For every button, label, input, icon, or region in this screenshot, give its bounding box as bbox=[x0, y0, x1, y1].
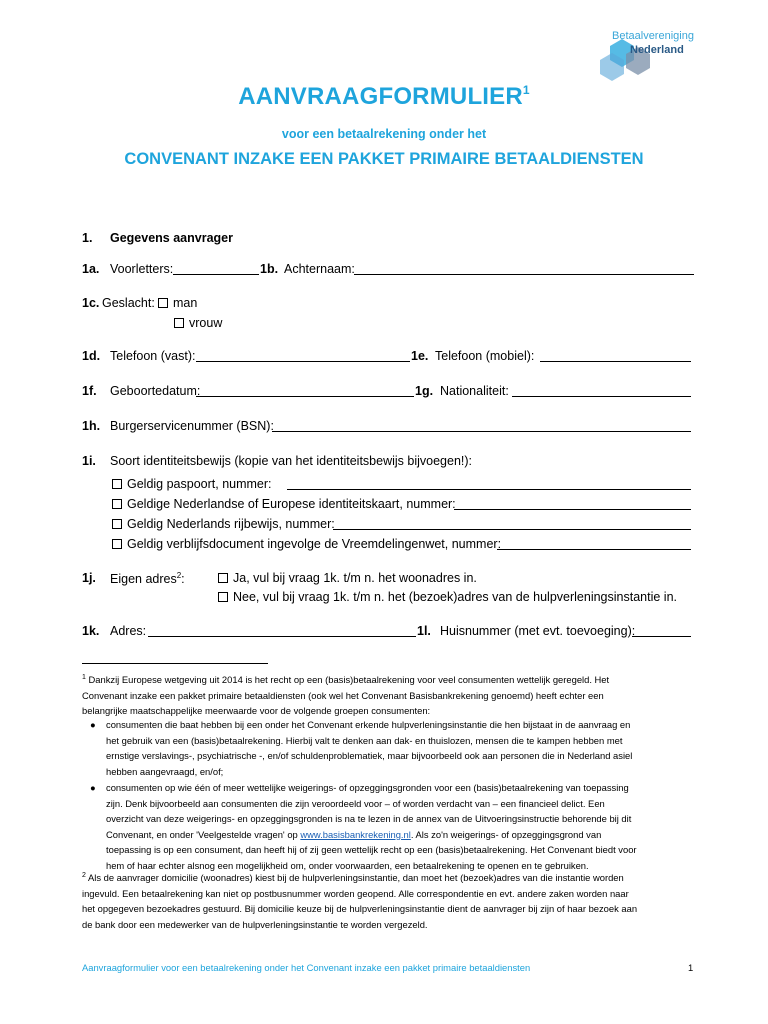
bullet-line: consumenten op wie één of meer wettelijke weigerings- of opzeggingsgronden voor een (basis)betaalrekening van toepassing bbox=[106, 782, 629, 793]
field-code-1g: 1g. bbox=[415, 384, 434, 398]
field-code-1a: 1a. bbox=[82, 262, 100, 276]
title-footnote-ref: 1 bbox=[522, 83, 530, 97]
housenumber-label: Huisnummer (met evt. toevoeging): bbox=[440, 624, 636, 638]
logo-line1: Betaalvereniging bbox=[612, 30, 694, 42]
id-type-label: Soort identiteitsbewijs (kopie van het identiteitsbewijs bijvoegen!): bbox=[110, 454, 472, 468]
field-code-1b: 1b. bbox=[260, 262, 279, 276]
footnote-2-mark: 2 bbox=[82, 872, 86, 879]
section-title: Gegevens aanvrager bbox=[110, 231, 233, 245]
checkbox-icon[interactable] bbox=[112, 519, 122, 529]
field-code-1e: 1e. bbox=[411, 349, 429, 363]
footnote-2-line: $^2$ Als de aanvrager domicilie (woonadres) kiest bij de hulpverleningsinstantie, dan moet het (bezoek)adres van die instantie worden bbox=[82, 872, 624, 884]
bullet-line: hebben aangevraagd, en/of; bbox=[106, 765, 224, 777]
id-option-license[interactable]: Geldig Nederlands rijbewijs, nummer: bbox=[112, 517, 335, 531]
field-code-1k: 1k. bbox=[82, 624, 100, 638]
gender-label: Geslacht: bbox=[102, 296, 155, 310]
checkbox-icon[interactable] bbox=[158, 298, 168, 308]
footnote-2 bbox=[82, 868, 702, 932]
footnote-1-line: $^1$ Dankzij Europese wetgeving uit 2014 is het recht op een (basis)betaalrekening voor veel consumenten wettelijk geregeld. Het bbox=[82, 674, 610, 686]
page-subtitle: voor een betaalrekening onder het bbox=[281, 127, 487, 141]
field-code-1d: 1d. bbox=[82, 349, 101, 363]
footnote-2-line: het opgegeven bezoekadres gestuurd. Bij domicilie keuze bij de hulpverleningsinstantie dient de aanvrager bij zijn of haar bezoek aan bbox=[82, 903, 638, 915]
bullet-line: ernstige verslavings-, psychiatrische -, en/of schuldenproblematiek, maar bijvoorbeeld ook aan personen die in Nederland asiel bbox=[106, 750, 633, 761]
convenant-heading: CONVENANT INZAKE EEN PAKKET PRIMAIRE BETAALDIENSTEN bbox=[124, 150, 644, 168]
field-code-1h: 1h. bbox=[82, 419, 101, 433]
footnote-2-line: ingevuld. Een betaalrekening kan niet op postbusnummer worden geopend. Alle correspondentie en evt. andere zaken worden naar bbox=[82, 887, 629, 899]
own-address-yes[interactable]: Ja, vul bij vraag 1k. t/m n. het woonadres in. bbox=[218, 571, 477, 585]
phone-mobile-input-line[interactable] bbox=[540, 361, 691, 362]
surname-input-line[interactable] bbox=[354, 274, 694, 275]
address-input-line[interactable] bbox=[148, 636, 416, 637]
page-title: AANVRAAGFORMULIER$^1$ bbox=[238, 83, 530, 110]
footnote-1-bullet-1 bbox=[90, 717, 700, 779]
phone-landline-input-line[interactable] bbox=[196, 361, 410, 362]
phone-mobile-label: Telefoon (mobiel): bbox=[435, 349, 535, 363]
id-option-residence[interactable]: Geldig verblijfsdocument ingevolge de Vreemdelingenwet, nummer: bbox=[112, 537, 501, 551]
nationality-label: Nationaliteit: bbox=[440, 384, 509, 398]
footnote-separator bbox=[82, 663, 268, 664]
basisbankrekening-link[interactable]: www.basisbankrekening.nl bbox=[300, 828, 411, 840]
birthdate-label: Geboortedatum: bbox=[110, 384, 201, 398]
bullet-icon: ● bbox=[90, 782, 96, 793]
field-code-1c: 1c. bbox=[82, 296, 100, 310]
address-label: Adres: bbox=[110, 624, 147, 638]
bullet-line: consumenten die baat hebben bij een onder het Convenant erkende hulpverleningsinstantie die hen bijstaat in de aanvraag en bbox=[106, 719, 631, 730]
phone-landline-label: Telefoon (vast): bbox=[110, 349, 196, 363]
checkbox-icon[interactable] bbox=[174, 318, 184, 328]
checkbox-icon[interactable] bbox=[112, 499, 122, 509]
field-code-1j: 1j. bbox=[82, 571, 96, 585]
own-address-label: Eigen adres$^2$: bbox=[110, 571, 185, 587]
bullet-line: overzicht van deze weigerings- en opzeggingsgronden is na te lezen in de annex van de Uitvoeringsinstructie behorende bij dit bbox=[106, 813, 632, 824]
residence-number-line[interactable] bbox=[497, 549, 691, 550]
footnote-1-line: belangrijke maatschappelijke meerwaarde voor de volgende groepen consumenten: bbox=[82, 705, 431, 717]
nationality-input-line[interactable] bbox=[512, 396, 691, 397]
gender-option-vrouw[interactable]: vrouw bbox=[174, 316, 222, 330]
own-address-footnote-ref: 2 bbox=[176, 571, 182, 580]
bullet-line: toepassing is op een consument, dan heeft hij of zij geen wettelijk recht op een (basis)betaalrekening. Het Convenant biedt voor bbox=[106, 844, 637, 855]
footnote-1-mark: 1 bbox=[82, 674, 86, 681]
gender-option-man[interactable]: man bbox=[158, 296, 197, 310]
surname-label: Achternaam: bbox=[284, 262, 355, 276]
footnote-1 bbox=[82, 670, 702, 719]
bullet-line: Convenant, en onder 'Veelgestelde vragen' op www.basisbankrekening.nl. Als zo'n weigerings- of opzeggingsgrond van bbox=[106, 828, 602, 840]
bsn-label: Burgerservicenummer (BSN): bbox=[110, 419, 274, 433]
checkbox-icon[interactable] bbox=[112, 539, 122, 549]
section-number: 1. bbox=[82, 231, 93, 245]
bullet-line: zijn. Denk bijvoorbeeld aan consumenten die zijn veroordeeld voor – of worden verdacht van – een financieel delict. Een bbox=[106, 797, 605, 809]
checkbox-icon[interactable] bbox=[218, 592, 228, 602]
housenumber-input-line[interactable] bbox=[632, 636, 691, 637]
initials-label: Voorletters: bbox=[110, 262, 174, 276]
passport-number-line[interactable] bbox=[287, 489, 691, 490]
license-number-line[interactable] bbox=[333, 529, 691, 530]
field-code-1i: 1i. bbox=[82, 454, 96, 468]
birthdate-input-line[interactable] bbox=[196, 396, 414, 397]
field-code-1l: 1l. bbox=[417, 624, 431, 638]
bullet-icon: ● bbox=[90, 719, 96, 730]
checkbox-icon[interactable] bbox=[218, 573, 228, 583]
bullet-line: het gebruik van een (basis)betaalrekening. Hierbij valt te denken aan dak- en thuislozen, mensen die te kampen hebben met bbox=[106, 734, 623, 746]
bsn-input-line[interactable] bbox=[272, 431, 691, 432]
own-address-no[interactable]: Nee, vul bij vraag 1k. t/m n. het (bezoek)adres van de hulpverleningsinstantie in. bbox=[218, 590, 677, 604]
idcard-number-line[interactable] bbox=[454, 509, 691, 510]
page-footer: Aanvraagformulier voor een betaalrekening onder het Convenant inzake een pakket primaire betaaldiensten bbox=[82, 962, 531, 973]
logo-line2: Nederland bbox=[630, 44, 684, 56]
field-code-1f: 1f. bbox=[82, 384, 97, 398]
footnote-2-line: de bank door een medewerker van de hulpverleningsinstantie te worden vergezeld. bbox=[82, 918, 428, 930]
initials-input-line[interactable] bbox=[173, 274, 259, 275]
footnote-1-line: Convenant inzake een pakket primaire betaaldiensten (ook wel het Convenant Basisbankrekening genoemd) heeft echter een bbox=[82, 689, 604, 701]
id-option-passport[interactable]: Geldig paspoort, nummer: bbox=[112, 477, 272, 491]
logo bbox=[580, 24, 730, 84]
bullet-line: hem of haar echter alsnog een mogelijkheid om, onder voorwaarden, een betaalrekening te openen en te gebruiken. bbox=[106, 859, 589, 871]
page-number: 1 bbox=[688, 962, 694, 973]
footnote-1-bullet-2 bbox=[90, 780, 700, 873]
id-option-idcard[interactable]: Geldige Nederlandse of Europese identiteitskaart, nummer: bbox=[112, 497, 456, 511]
checkbox-icon[interactable] bbox=[112, 479, 122, 489]
